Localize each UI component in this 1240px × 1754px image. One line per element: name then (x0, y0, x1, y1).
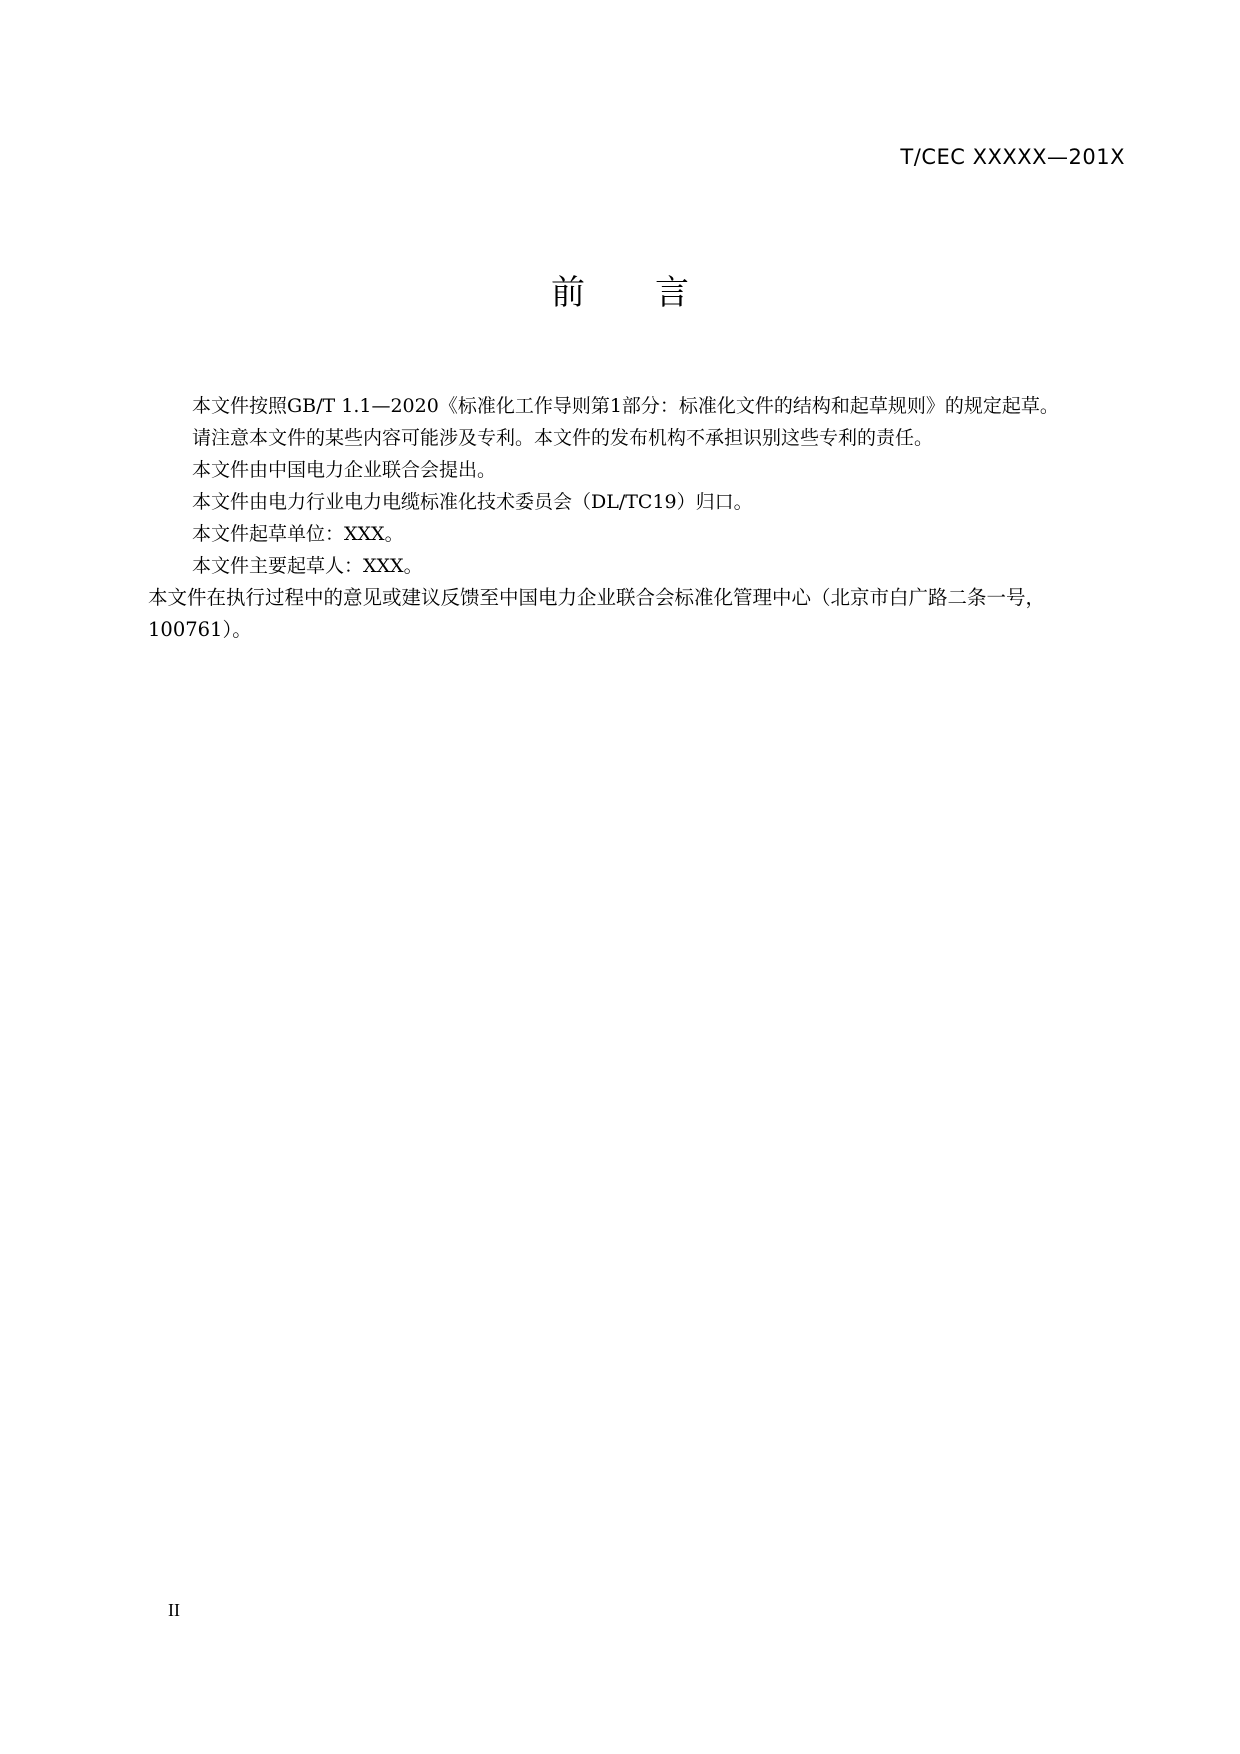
document-code: T/CEC XXXXX—201X (900, 145, 1125, 169)
paragraph-drafting-unit: 本文件起草单位：XXX。 (192, 523, 404, 545)
page-number: II (168, 1600, 180, 1620)
paragraph-drafting-rule: 本文件按照GB/T 1.1—2020《标准化工作导则第1部分：标准化文件的结构和起草规则》的规定起草。 (192, 395, 1059, 417)
foreword-body (148, 390, 1128, 646)
title-char-1: 前 (551, 273, 585, 313)
paragraph-feedback: 本文件在执行过程中的意见或建议反馈至中国电力企业联合会标准化管理中心（北京市白广路二条一号，100761）。 (148, 586, 1046, 641)
paragraph-proposer: 本文件由中国电力企业联合会提出。 (192, 459, 497, 481)
paragraph-committee: 本文件由电力行业电力电缆标准化技术委员会（DL/TC19）归口。 (192, 491, 753, 513)
paragraph-patent-notice: 请注意本文件的某些内容可能涉及专利。本文件的发布机构不承担识别这些专利的责任。 (192, 427, 934, 449)
title-char-2: 言 (655, 273, 689, 313)
page-title (0, 273, 1240, 313)
paragraph-drafters: 本文件主要起草人：XXX。 (192, 555, 423, 577)
